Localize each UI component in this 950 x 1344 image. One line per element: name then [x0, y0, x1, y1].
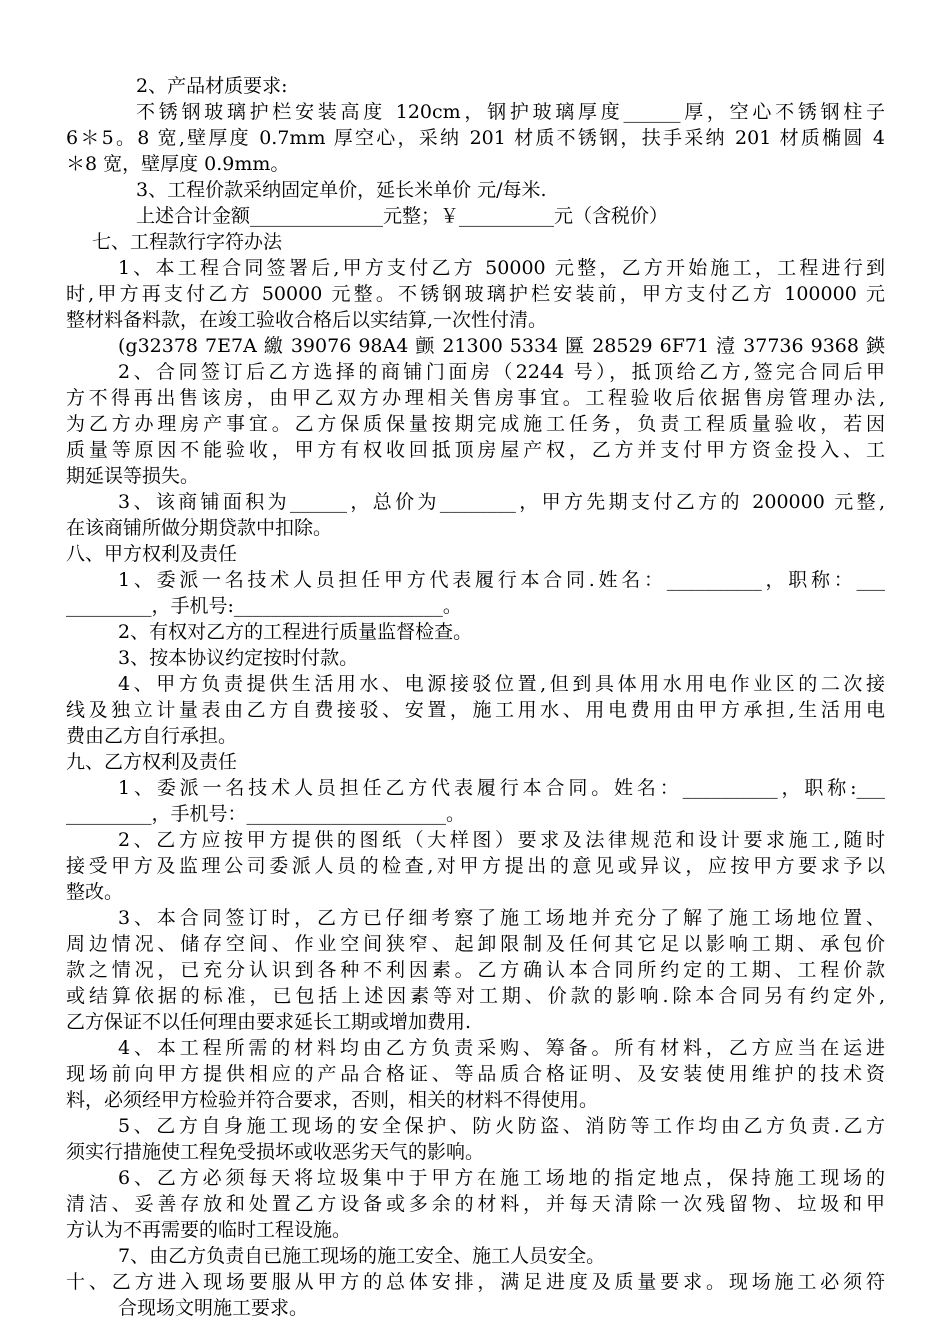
paragraph-line: 7、由乙方负责自已施工现场的施工安全、施工人员安全。: [118, 1245, 606, 1267]
paragraph-line: 上述合计金额______________元整；￥__________元（含税价）: [136, 205, 669, 227]
paragraph-line: 3、工程价款采纳固定单价，延长米单价 元/每米.: [136, 179, 547, 201]
paragraph-line: 2、有权对乙方的工程进行质量监督检查。: [118, 621, 473, 643]
paragraph-line: 3、本合同签订时，乙方已仔细考察了施工场地并充分了解了施工场地位置、: [118, 907, 885, 929]
paragraph-line: 合现场文明施工要求。: [118, 1297, 309, 1319]
paragraph-line: 线及独立计量表由乙方自费接驳、安置，施工用水、用电费用由甲方承担,生活用电: [66, 699, 885, 721]
paragraph-line: 款之情况，已充分认识到各种不利因素。乙方确认本合同所约定的工期、工程价款: [66, 959, 885, 981]
paragraph-line: 在该商铺所做分期贷款中扣除。: [66, 517, 333, 539]
paragraph-line: 周边情况、储存空间、作业空间狭窄、起卸限制及任何其它足以影响工期、承包价: [66, 933, 885, 955]
paragraph-line: 3、按本协议约定按时付款。: [118, 647, 359, 669]
section-heading-8: 八、甲方权利及责任: [66, 543, 238, 565]
garbled-line: (g32378 7E7A 繳 39076 98A4 颤 21300 5334 匴 28529 6F71 潱 37736 9368 鍈: [118, 335, 885, 357]
section-item-2-heading: 2、产品材质要求:: [136, 75, 288, 97]
paragraph-line: 或结算依据的标准，已包括上述因素等对工期、价款的影响.除本合同另有约定外,: [66, 985, 885, 1007]
section-heading-10: 十、乙方进入现场要服从甲方的总体安排，满足进度及质量要求。现场施工必须符: [66, 1271, 885, 1293]
paragraph-line: ＊8 宽，壁厚度 0.9mm。: [66, 153, 290, 175]
paragraph-line: 清洁、妥善存放和处置乙方设备或多余的材料，并每天清除一次残留物、垃圾和甲: [66, 1193, 885, 1215]
section-heading-9: 九、乙方权利及责任: [66, 751, 238, 773]
paragraph-line: 3、该商铺面积为______，总价为________，甲方先期支付乙方的 200000 元整,: [118, 491, 885, 513]
paragraph-line: 6、乙方必须每天将垃圾集中于甲方在施工场地的指定地点，保持施工现场的: [118, 1167, 885, 1189]
paragraph-line: 现场前向甲方提供相应的产品合格证、等品质合格证明、及安装使用维护的技术资: [66, 1063, 885, 1085]
paragraph-line: 6＊5。8 宽,壁厚度 0.7mm 厚空心，采纳 201 材质不锈钢，扶手采纳 201 材质椭圆 4: [66, 127, 885, 149]
paragraph-line: 4、本工程所需的材料均由乙方负责采购、筹备。所有材料，乙方应当在运进: [118, 1037, 885, 1059]
paragraph-line: 为乙方办理房产事宜。乙方保质保量按期完成施工任务，负责工程质量验收，若因: [66, 413, 885, 435]
paragraph-line: 费由乙方自行承担。: [66, 725, 238, 747]
paragraph-line: _________，手机号：_____________________。: [66, 803, 466, 825]
paragraph-line: 须实行措施使工程免受损坏或收恶劣天气的影响。: [66, 1141, 485, 1163]
paragraph-line: 1、委派一名技术人员担任乙方代表履行本合同。姓名：__________，职称:___: [118, 777, 885, 799]
paragraph-line: _________，手机号:______________________。: [66, 595, 462, 617]
paragraph-line: 乙方保证不以任何理由要求延长工期或增加费用.: [66, 1011, 472, 1033]
paragraph-line: 期延误等损失。: [66, 465, 200, 487]
paragraph-line: 质量等原因不能验收，甲方有权收回抵顶房屋产权，乙方并支付甲方资金投入、工: [66, 439, 885, 461]
paragraph-line: 方认为不再需要的临时工程设施。: [66, 1219, 352, 1241]
paragraph-line: 4、甲方负责提供生活用水、电源接驳位置,但到具体用水用电作业区的二次接: [118, 673, 885, 695]
paragraph-line: 2、乙方应按甲方提供的图纸（大样图）要求及法律规范和设计要求施工,随时: [118, 829, 885, 851]
paragraph-line: 整材料备料款，在竣工验收合格后以实结算,一次性付清。: [66, 309, 548, 331]
paragraph-line: 1、本工程合同签署后,甲方支付乙方 50000 元整，乙方开始施工，工程进行到: [118, 257, 885, 279]
section-heading-7: 七、工程款行字符办法: [92, 231, 283, 253]
paragraph-line: 2、合同签订后乙方选择的商铺门面房（2244 号），抵顶给乙方,签完合同后甲: [118, 361, 885, 383]
paragraph-line: 整改。: [66, 881, 124, 903]
paragraph-line: 方不得再出售该房，由甲乙双方办理相关售房事宜。工程验收后依据售房管理办法,: [66, 387, 885, 409]
paragraph-line: 5、乙方自身施工现场的安全保护、防火防盗、消防等工作均由乙方负责.乙方: [118, 1115, 885, 1137]
paragraph-line: 1、委派一名技术人员担任甲方代表履行本合同.姓名：__________，职称：___: [118, 569, 885, 591]
paragraph-line: 时,甲方再支付乙方 50000 元整。不锈钢玻璃护栏安装前，甲方支付乙方 100000 元: [66, 283, 885, 305]
paragraph-line: 料，必须经甲方检验并符合要求，否则，相关的材料不得使用。: [66, 1089, 599, 1111]
paragraph-line: 接受甲方及监理公司委派人员的检查,对甲方提出的意见或异议，应按甲方要求予以: [66, 855, 885, 877]
paragraph-line: 不锈钢玻璃护栏安装高度 120cm，钢护玻璃厚度______厚，空心不锈钢柱子: [136, 101, 885, 123]
